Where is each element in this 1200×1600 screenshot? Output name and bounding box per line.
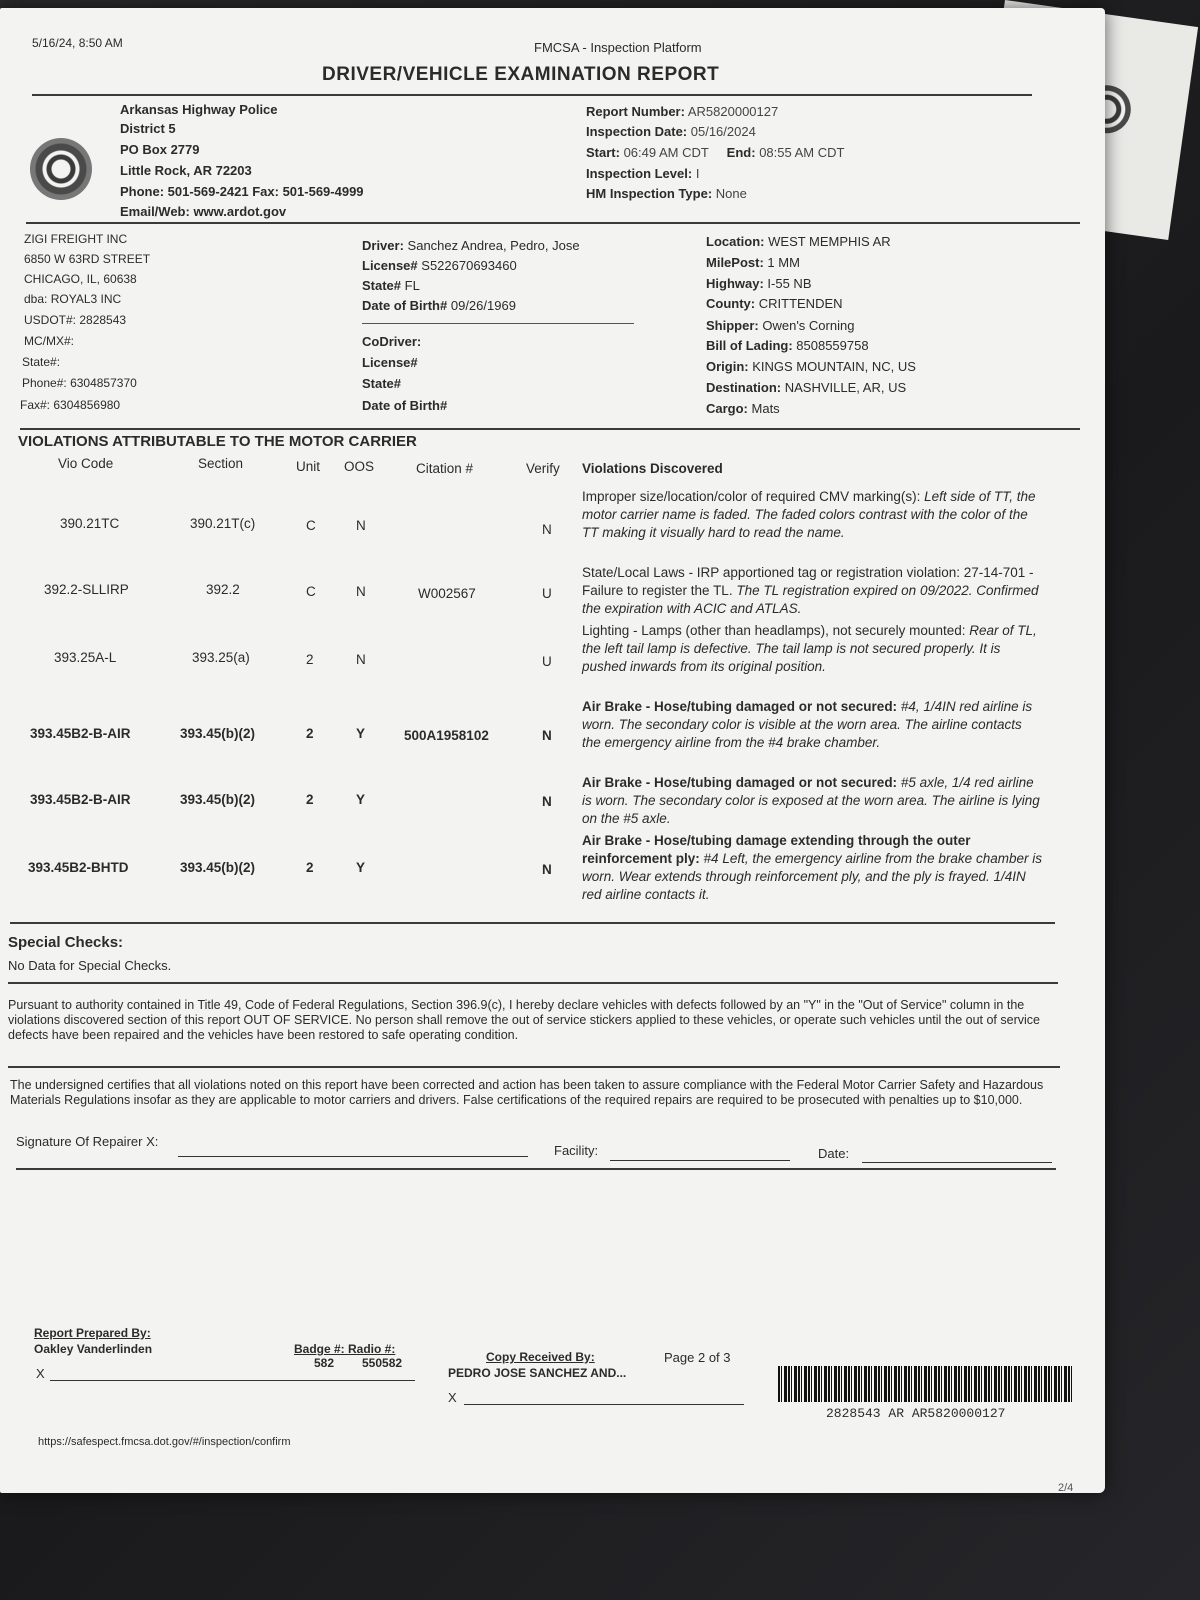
source-url: https://safespect.fmcsa.dot.gov/#/inspection/confirm — [38, 1436, 291, 1448]
vio-note: The TL registration expired on 09/2022. Confirmed the expiration with ACIC and ATLAS. — [582, 583, 1039, 616]
agency-city: Little Rock, AR 72203 — [120, 163, 252, 178]
shipper-label: Shipper: — [706, 318, 759, 333]
cargo-label: Cargo: — [706, 401, 748, 416]
copy-received-label: Copy Received By: — [486, 1350, 595, 1364]
milepost-label: MilePost: — [706, 255, 764, 270]
vio-unit: C — [306, 584, 316, 599]
vio-oos: N — [356, 584, 366, 599]
trip-shipper: Owen's Corning — [762, 318, 855, 333]
repairer-signature-label: Signature Of Repairer X: — [16, 1134, 159, 1149]
vio-oos: Y — [356, 726, 366, 741]
vio-section: 393.45(b)(2) — [180, 792, 256, 807]
vio-verify: N — [542, 522, 552, 537]
vio-description — [582, 564, 1044, 618]
divider — [8, 1066, 1060, 1068]
carrier-usdot: 2828543 — [79, 313, 127, 327]
carrier-fax: 6304856980 — [53, 398, 121, 412]
vio-code: 393.45B2-B-AIR — [30, 726, 131, 741]
vio-title: Lighting - Lamps (other than headlamps), not securely mounted: — [582, 623, 966, 638]
bol-label: Bill of Lading: — [706, 338, 793, 353]
vio-title: Improper size/location/color of required CMV marking(s): — [582, 489, 921, 504]
vio-verify: N — [542, 794, 552, 809]
codriver-label: CoDriver: — [362, 334, 422, 349]
vio-title: Air Brake - Hose/tubing damage extending through the outer reinforcement ply: — [582, 833, 971, 866]
vio-citation: 500A1958102 — [404, 728, 489, 743]
vio-verify: N — [542, 862, 552, 877]
origin-label: Origin: — [706, 359, 749, 374]
codriver-license-label: License# — [362, 355, 418, 370]
agency-phone: Phone: 501-569-2421 Fax: 501-569-4999 — [120, 184, 364, 199]
prepared-signature-line[interactable] — [50, 1380, 415, 1381]
agency-web: Email/Web: www.ardot.gov — [120, 204, 287, 219]
certification-statement: The undersigned certifies that all violations noted on this report have been corrected and action has been taken to assure compliance with the Federal Motor Carrier Safety and Hazardous Materials Regulations insofar as they are applicable to motor carriers and drivers. False certifications of the required repairs are required to be prosecuted with penalties up to $10,000. — [10, 1078, 1044, 1107]
agency-seal-icon — [30, 138, 92, 200]
oos-statement: Pursuant to authority contained in Title 49, Code of Federal Regulations, Section 396.9(c), I hereby declare vehicles with defects followed by an "Y" in the "Out of Service" column in the violations discovered section of this report OUT OF SERVICE. No person shall remove the out of service stickers applied to these vehicles, or operate such vehicles until the out of service defects have been repaired and the vehicles have been restored to safe operating condition. — [8, 998, 1040, 1042]
vio-code: 393.25A-L — [54, 650, 117, 665]
driver-name: Sanchez Andrea, Pedro, Jose — [407, 238, 580, 253]
carrier-phone: 6304857370 — [70, 376, 137, 390]
agency-address: PO Box 2779 — [120, 142, 200, 157]
report-number-label: Report Number: — [586, 104, 685, 119]
driver-state-label: State# — [362, 278, 402, 293]
col-header-verify: Verify — [526, 461, 560, 476]
agency-district: District 5 — [120, 121, 176, 136]
dba-label: dba: — [24, 292, 48, 306]
report-title: DRIVER/VEHICLE EXAMINATION REPORT — [322, 64, 720, 85]
trip-cargo: Mats — [751, 401, 780, 416]
vio-title: State/Local Laws - IRP apportioned tag or registration violation: 27-14-701 - Failure to register the TL. — [582, 565, 1034, 598]
carrier-street: 6850 W 63RD STREET — [24, 252, 151, 266]
trip-origin: KINGS MOUNTAIN, NC, US — [752, 359, 916, 374]
agency-name: Arkansas Highway Police — [120, 102, 278, 117]
col-header-citation: Citation # — [416, 461, 474, 476]
driver-state: FL — [404, 278, 420, 293]
vio-code: 390.21TC — [60, 516, 120, 531]
divider — [8, 982, 1058, 984]
start-time: 06:49 AM CDT — [623, 145, 709, 160]
photo-page-number: 2/4 — [1058, 1482, 1074, 1494]
trip-destination: NASHVILLE, AR, US — [784, 380, 907, 395]
vio-description — [582, 698, 1044, 752]
print-timestamp: 5/16/24, 8:50 AM — [32, 36, 123, 50]
trip-highway: I-55 NB — [767, 276, 812, 291]
vio-note: Left side of TT, the motor carrier name is faded. The faded colors contrast with the color of the TT making it visually hard to read the name. — [582, 489, 1036, 540]
col-header-section: Section — [198, 456, 244, 471]
barcode-icon — [778, 1366, 1074, 1402]
codriver-state-label: State# — [362, 376, 402, 391]
divider — [26, 222, 1080, 224]
trip-bol: 8508559758 — [796, 338, 869, 353]
repairer-signature-line[interactable] — [178, 1156, 528, 1157]
vio-section: 393.25(a) — [192, 650, 250, 665]
carrier-fax-label: Fax#: — [20, 398, 51, 412]
usdot-label: USDOT#: — [24, 313, 77, 327]
facility-line[interactable] — [610, 1160, 790, 1161]
driver-dob: 09/26/1969 — [450, 298, 516, 313]
divider — [20, 428, 1080, 430]
vio-unit: 2 — [306, 726, 314, 741]
vio-unit: 2 — [306, 860, 314, 875]
vio-code: 393.45B2-BHTD — [28, 860, 129, 875]
vio-description — [582, 488, 1044, 542]
inspection-level: I — [695, 166, 700, 181]
signature-x: X — [448, 1390, 457, 1405]
trip-milepost: 1 MM — [767, 255, 800, 270]
divider — [32, 94, 1032, 96]
signature-x: X — [36, 1366, 45, 1381]
vio-note: Rear of TL, the left tail lamp is defective. The tail lamp is not secured properly. It is pushed inwards from its original position. — [582, 623, 1037, 674]
col-header-violations-discovered: Violations Discovered — [582, 461, 723, 476]
badge-number: 582 — [314, 1356, 335, 1370]
highway-label: Highway: — [706, 276, 764, 291]
vio-citation: W002567 — [418, 586, 476, 601]
carrier-state-label: State#: — [22, 355, 61, 369]
driver-license: S522670693460 — [421, 258, 517, 273]
trip-location: WEST MEMPHIS AR — [768, 234, 891, 249]
vio-oos: Y — [356, 792, 366, 807]
special-checks-text: No Data for Special Checks. — [8, 958, 172, 973]
carrier-name: ZIGI FREIGHT INC — [24, 232, 128, 246]
vio-verify: N — [542, 728, 552, 743]
copy-received-name: PEDRO JOSE SANCHEZ AND... — [448, 1366, 627, 1380]
vio-section: 393.45(b)(2) — [180, 860, 256, 875]
carrier-dba: ROYAL3 INC — [50, 292, 122, 306]
report-number: AR5820000127 — [687, 104, 779, 119]
vio-code: 392.2-SLLIRP — [44, 582, 129, 597]
end-time: 08:55 AM CDT — [759, 145, 845, 160]
driver-label: Driver: — [362, 238, 404, 253]
vio-section: 393.45(b)(2) — [180, 726, 256, 741]
vio-code: 393.45B2-B-AIR — [30, 792, 131, 807]
prepared-by-name: Oakley Vanderlinden — [34, 1342, 153, 1356]
mcmx-label: MC/MX#: — [24, 334, 75, 348]
destination-label: Destination: — [706, 380, 782, 395]
inspection-date: 05/16/2024 — [690, 124, 756, 139]
facility-label: Facility: — [554, 1143, 599, 1158]
prepared-by-label: Report Prepared By: — [34, 1326, 151, 1340]
divider — [362, 323, 634, 324]
date-line[interactable] — [862, 1162, 1052, 1163]
vio-note: #5 axle, 1/4 red airline is worn. The secondary color is exposed at the worn area. The airline is lying on the #5 axle. — [582, 775, 1040, 826]
badge-radio-label: Badge #: Radio #: — [294, 1342, 396, 1356]
vio-description — [582, 622, 1044, 676]
col-header-vio-code: Vio Code — [58, 456, 114, 471]
report-page — [0, 8, 1105, 1493]
vio-note: #4, 1/4IN red airline is worn. The secondary color is visible at the worn area. The airline contacts the emergency airline from the #4 brake chamber. — [582, 699, 1033, 750]
trip-county: CRITTENDEN — [758, 296, 843, 311]
vio-unit: C — [306, 518, 316, 533]
codriver-dob-label: Date of Birth# — [362, 398, 448, 413]
level-label: Inspection Level: — [586, 166, 693, 181]
date-label: Date: — [818, 1146, 850, 1161]
violations-heading: VIOLATIONS ATTRIBUTABLE TO THE MOTOR CARRIER — [18, 433, 417, 450]
divider — [10, 922, 1055, 924]
end-label: End: — [726, 145, 756, 160]
special-checks-heading: Special Checks: — [8, 934, 124, 951]
vio-verify: U — [542, 654, 552, 669]
hm-type: None — [715, 186, 747, 201]
vio-note: #4 Left, the emergency airline from the brake chamber is worn. Wear extends through reinforcement ply, and the ply is frayed. 1/4IN red airline contacts it. — [582, 851, 1042, 902]
vio-oos: Y — [356, 860, 366, 875]
vio-oos: N — [356, 652, 366, 667]
vio-unit: 2 — [306, 652, 314, 667]
carrier-city: CHICAGO, IL, 60638 — [24, 272, 137, 286]
vio-unit: 2 — [306, 792, 314, 807]
vio-verify: U — [542, 586, 552, 601]
carrier-phone-label: Phone#: — [22, 376, 67, 390]
copy-signature-line[interactable] — [464, 1404, 744, 1405]
vio-section: 390.21T(c) — [190, 516, 256, 531]
vio-description — [582, 832, 1044, 904]
vio-title: Air Brake - Hose/tubing damaged or not secured: — [582, 699, 898, 714]
location-label: Location: — [706, 234, 765, 249]
radio-number: 550582 — [362, 1356, 403, 1370]
vio-section: 392.2 — [206, 582, 240, 597]
page-number: Page 2 of 3 — [664, 1350, 731, 1365]
platform-title: FMCSA - Inspection Platform — [534, 40, 702, 55]
vio-title: Air Brake - Hose/tubing damaged or not secured: — [582, 775, 898, 790]
license-label: License# — [362, 258, 418, 273]
dob-label: Date of Birth# — [362, 298, 448, 313]
col-header-oos: OOS — [344, 459, 375, 474]
divider — [16, 1168, 1056, 1170]
vio-description — [582, 774, 1044, 828]
vio-oos: N — [356, 518, 366, 533]
county-label: County: — [706, 296, 756, 311]
col-header-unit: Unit — [296, 459, 321, 474]
hm-label: HM Inspection Type: — [586, 186, 713, 201]
barcode-text: 2828543 AR AR5820000127 — [826, 1406, 1006, 1421]
start-label: Start: — [586, 145, 620, 160]
inspection-date-label: Inspection Date: — [586, 124, 688, 139]
